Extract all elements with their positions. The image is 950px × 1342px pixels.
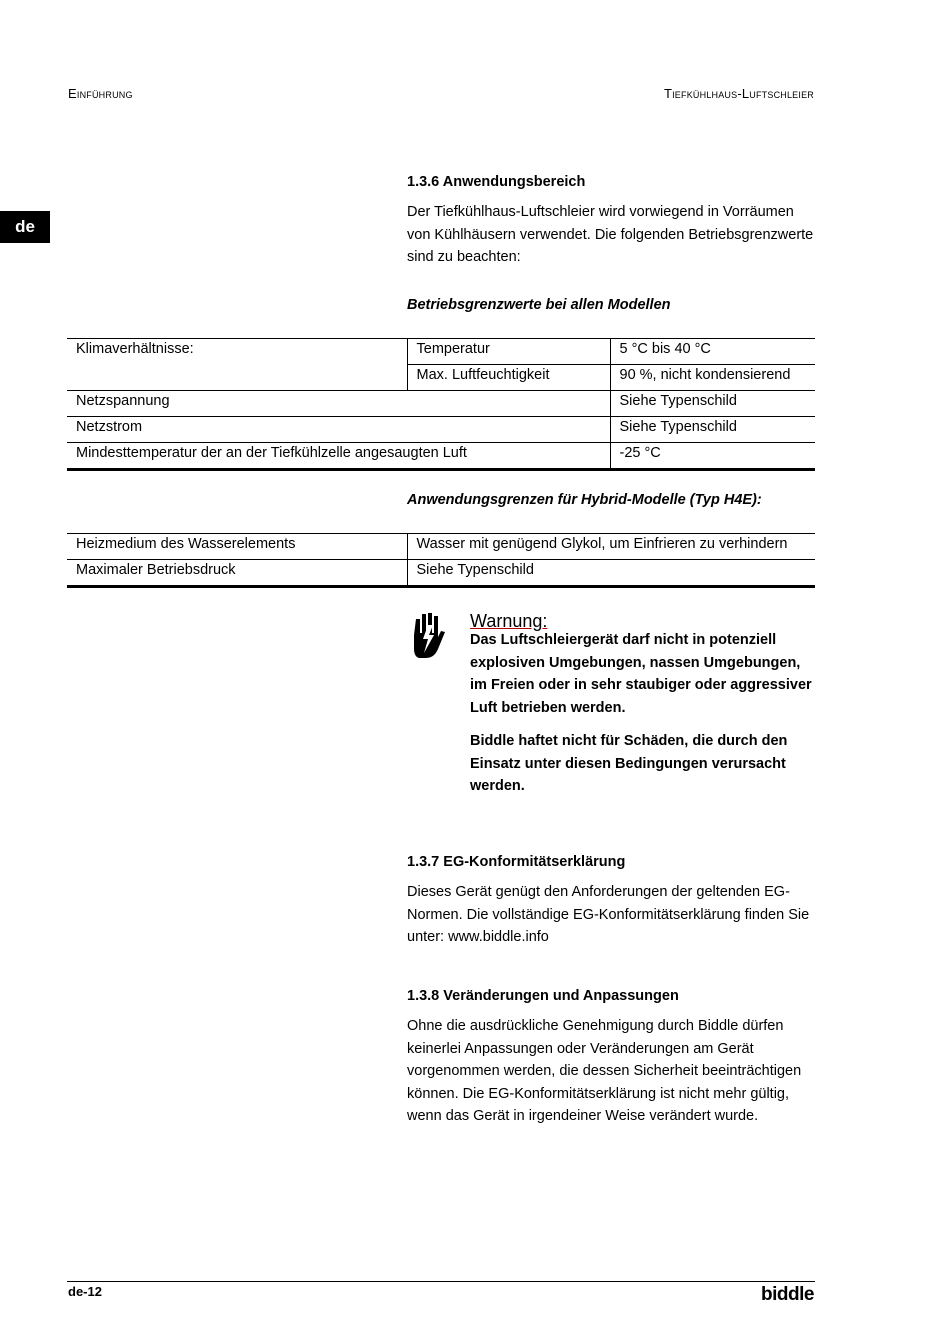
table-cell: Maximaler Betriebsdruck: [67, 560, 407, 587]
warning-text-1: Das Luftschleiergerät darf nicht in potenziell explosiven Umgebungen, nassen Umgebungen, im Freien oder in sehr staubiger oder aggressiver Luft betrieben werden.: [470, 632, 812, 716]
table-cell: Netzstrom: [67, 417, 610, 443]
section-1-3-6-text: Der Tiefkühlhaus-Luftschleier wird vorwiegend in Vorräumen von Kühlhäusern verwendet. Die folgenden Betriebsgrenzwerte sind zu beachten:: [407, 204, 814, 265]
table-cell: Klimaverhältnisse:: [67, 339, 407, 391]
header-document-title: Tiefkühlhaus-Luftschleier: [663, 86, 814, 101]
table-cell: Max. Luftfeuchtigkeit: [407, 365, 610, 391]
page-number: de-12: [68, 1284, 102, 1299]
section-1-3-7-text: Dieses Gerät genügt den Anforderungen der geltenden EG-Normen. Die vollständige EG-Konformitätserklärung finden Sie unter: www.biddle.info: [407, 884, 810, 945]
table1-title: Betriebsgrenzwerte bei allen Modellen: [407, 297, 671, 313]
section-1-3-7: [407, 854, 817, 949]
table-cell: 5 °C bis 40 °C: [610, 339, 815, 365]
table-row: [67, 417, 815, 443]
table-cell: -25 °C: [610, 443, 815, 470]
table-row: [67, 391, 815, 417]
header-chapter: Einführung: [68, 86, 133, 101]
table-cell: Wasser mit genügend Glykol, um Einfrieren zu verhindern: [407, 534, 815, 560]
table-cell: 90 %, nicht kondensierend: [610, 365, 815, 391]
table-cell: Siehe Typenschild: [407, 560, 815, 587]
table-cell: Temperatur: [407, 339, 610, 365]
table-row: [67, 534, 815, 560]
warning-body: [470, 629, 815, 798]
table-cell: Siehe Typenschild: [610, 391, 815, 417]
warning-title: Warnung:: [470, 611, 548, 631]
section-1-3-7-title: 1.3.7 EG-Konformitätserklärung: [407, 854, 626, 870]
hybrid-limits-table: [67, 533, 815, 588]
electric-hazard-hand-icon: [407, 611, 449, 659]
table-row: [67, 339, 815, 365]
biddle-logo: biddle: [761, 1284, 814, 1305]
section-1-3-6: [407, 174, 817, 269]
operating-limits-table: [67, 338, 815, 471]
section-1-3-6-title: 1.3.6 Anwendungsbereich: [407, 174, 586, 190]
table-row: [67, 560, 815, 587]
section-1-3-8-title: 1.3.8 Veränderungen und Anpassungen: [407, 988, 679, 1004]
table-row: [67, 443, 815, 470]
table-cell: Netzspannung: [67, 391, 610, 417]
section-1-3-8-text: Ohne die ausdrückliche Genehmigung durch Biddle dürfen keinerlei Anpassungen oder Veränderungen am Gerät vorgenommen werden, die dessen Sicherheit beeinträchtigen können. Die EG-Konformitätserklärung ist nicht mehr gültig, wenn das Gerät in irgendeiner Weise verändert wurde.: [407, 1018, 802, 1124]
section-1-3-8: [407, 988, 817, 1128]
table-cell: Siehe Typenschild: [610, 417, 815, 443]
table-cell: Mindesttemperatur der an der Tiefkühlzelle angesaugten Luft: [67, 443, 610, 470]
language-tab: de: [0, 211, 50, 243]
table-cell: Heizmedium des Wasserelements: [67, 534, 407, 560]
table2-title: Anwendungsgrenzen für Hybrid-Modelle (Typ H4E):: [407, 492, 762, 508]
footer-divider: [67, 1281, 815, 1282]
warning-text-2: Biddle haftet nicht für Schäden, die durch den Einsatz unter diesen Bedingungen verursacht werden.: [470, 733, 788, 794]
